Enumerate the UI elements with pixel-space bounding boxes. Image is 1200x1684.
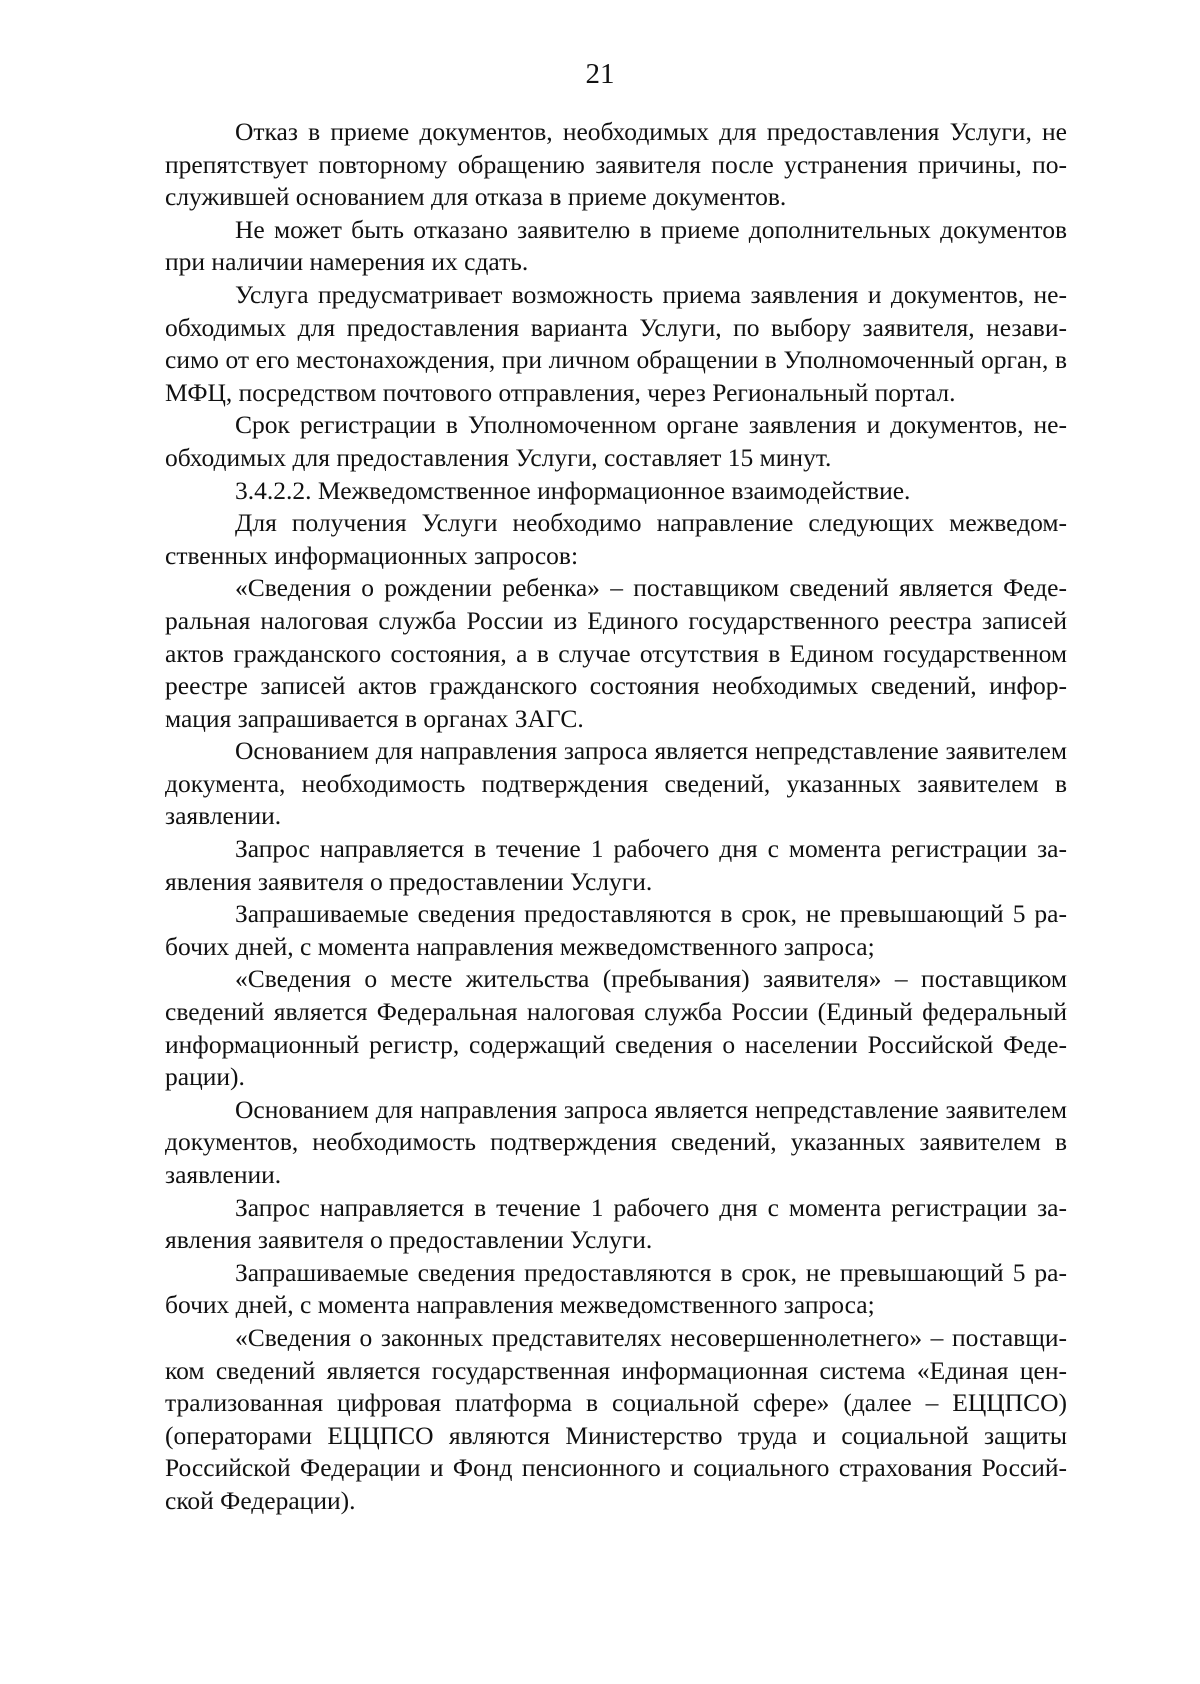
- paragraph-birth-info: «Сведения о рождении ребенка» – поставщиком сведений является Федеральная налоговая служба России из Единого государственного реестра записей актов гражданского состояния, а в случае отсутствия в Едином государственном реестре записей актов гражданского состояния необходимых сведений, информация запрашивается в органах ЗАГС.: [165, 573, 1067, 733]
- paragraph-request-timing-2: Запрос направляется в течение 1 рабочего дня с момента регистрации заявления заявителя о предоставлении Услуги.: [165, 1192, 1067, 1255]
- paragraph-registration-term: Срок регистрации в Уполномоченном органе заявления и документов, необходимых для предоставления Услуги, составляет 15 минут.: [165, 410, 1067, 472]
- paragraph-additional-documents: Не может быть отказано заявителю в приеме дополнительных документов при наличии намерения их сдать.: [165, 214, 1067, 277]
- paragraph-rejection-no-obstacle: Отказ в приеме документов, необходимых для предоставления Услуги, не препятствует повторному обращению заявителя после устранения причины, послужившей основанием для отказа в приеме документов.: [165, 117, 1067, 212]
- paragraph-response-term-2: Запрашиваемые сведения предоставляются в срок, не превышающий 5 рабочих дней, с момента направления межведомственного запроса;: [165, 1257, 1067, 1320]
- paragraph-request-basis-2: Основанием для направления запроса является непредставление заявителем документов, необходимость подтверждения сведений, указанных заявителем в заявлении.: [165, 1094, 1067, 1189]
- document-body: [165, 116, 1067, 1518]
- paragraph-residence-info: «Сведения о месте жительства (пребывания) заявителя» – поставщиком сведений является Федеральная налоговая служба России (Единый федеральный информационный регистр, содержащий сведения о населении Российской Федерации).: [165, 964, 1067, 1092]
- page-number: 21: [585, 58, 615, 90]
- paragraph-request-basis-1: Основанием для направления запроса является непредставление заявителем документа, необходимость подтверждения сведений, указанных заявителем в заявлении.: [165, 736, 1067, 831]
- paragraph-submission-channels: Услуга предусматривает возможность приема заявления и документов, необходимых для предоставления варианта Услуги, по выбору заявителя, независимо от его местонахождения, при личном обращении в Уполномоченный орган, в МФЦ, посредством почтового отправления, через Региональный портал.: [165, 279, 1067, 407]
- paragraph-response-term-1: Запрашиваемые сведения предоставляются в срок, не превышающий 5 рабочих дней, с момента направления межведомственного запроса;: [165, 899, 1067, 961]
- paragraph-legal-representatives: «Сведения о законных представителях несовершеннолетнего» – поставщиком сведений является государственная информационная система «Единая централизованная цифровая платформа в социальной сфере» (далее – ЕЦЦПСО) (операторами ЕЦЦПСО являются Министерство труда и социальной защиты Российской Федерации и Фонд пенсионного и социального страхования Российской Федерации).: [165, 1322, 1067, 1515]
- paragraph-request-timing-1: Запрос направляется в течение 1 рабочего дня с момента регистрации заявления заявителя о предоставлении Услуги.: [165, 834, 1067, 896]
- paragraph-interagency-requests: Для получения Услуги необходимо направление следующих межведомственных информационных запросов:: [165, 508, 1067, 570]
- section-heading-interagency: 3.4.2.2. Межведомственное информационное взаимодействие.: [235, 475, 911, 505]
